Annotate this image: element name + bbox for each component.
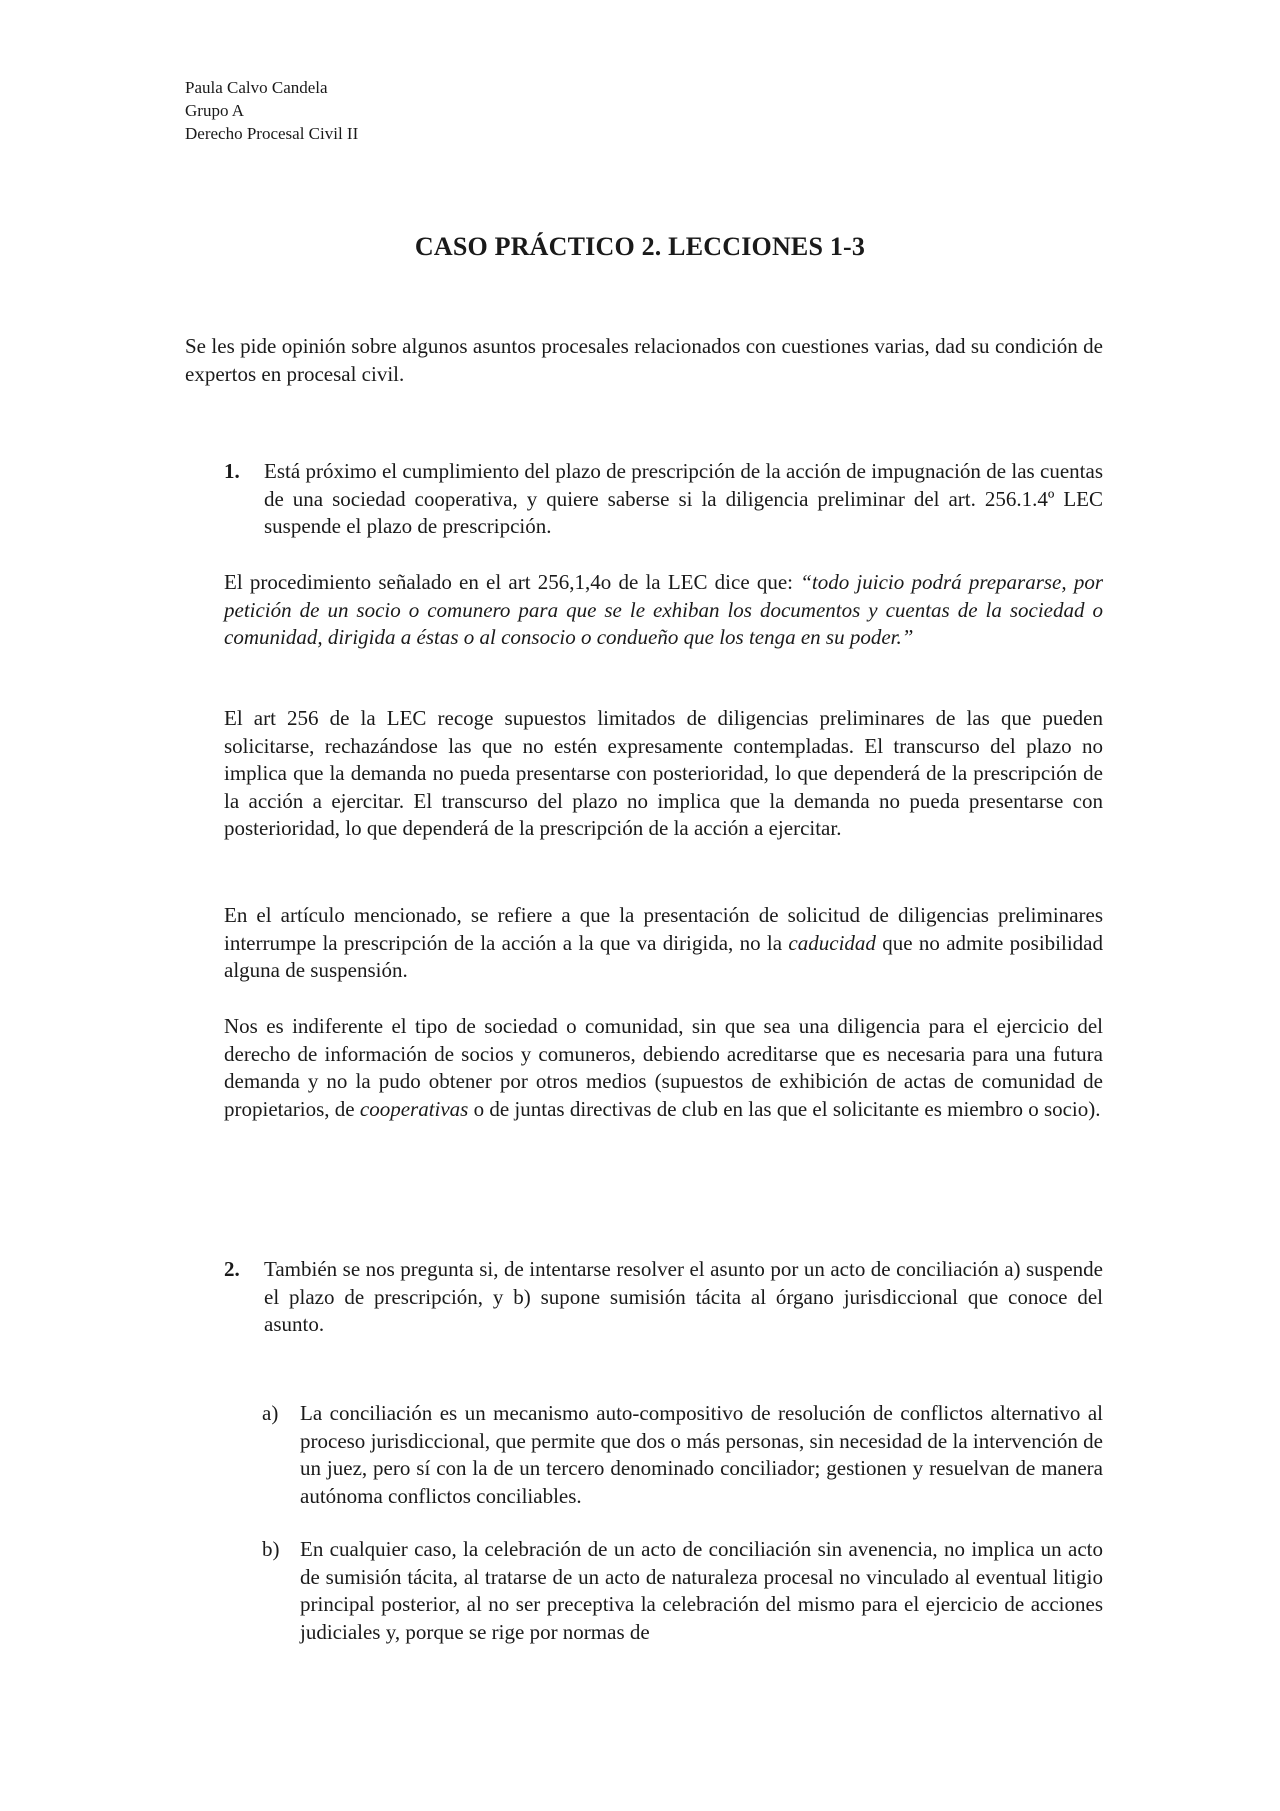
question-1-number: 1. (224, 459, 240, 483)
question-2-text: También se nos pregunta si, de intentarse resolver el asunto por un acto de conciliación a) suspende el plazo de prescripción, y b) supone sumisión tácita al órgano jurisdiccional que conoce del asunto. (264, 1257, 1103, 1336)
answer-1-p3-tail: que no admite posibilidad alguna de suspensión. (224, 930, 1104, 982)
answer-1-p1-quote: “todo juicio podrá prepararse, por petición de un socio o comunero para que se le exhiban los documentos y cuentas de la sociedad o comunidad, dirigida a éstas o al consocio o condueño que los tenga en su poder.” (224, 570, 1103, 649)
question-2 (224, 1256, 1103, 1340)
answer-1-paragraph-4 (224, 1013, 1103, 1123)
answer-1-paragraph-1 (224, 569, 1103, 652)
group-label: Grupo A (185, 101, 245, 120)
answer-2-item-b (262, 1536, 1103, 1648)
question-1 (224, 458, 1103, 542)
answer-1-p4-emphasis: cooperativas (359, 1096, 469, 1121)
question-1-text: Está próximo el cumplimiento del plazo de prescripción de la acción de impugnación de las cuentas de una sociedad cooperativa, y quiere saberse si la diligencia preliminar del art. 256.1.4º LEC suspende el plazo de prescripción. (264, 459, 1103, 538)
answer-2-b-text: En cualquier caso, la celebración de un acto de conciliación sin avenencia, no implica un acto de sumisión tácita, al tratarse de un acto de naturaleza procesal no vinculado al eventual litigio principal posterior, al no ser preceptiva la celebración del mismo para el ejercicio de acciones judiciales y, porque se rige por normas de (300, 1537, 1103, 1644)
answer-1-p3-lead: En el artículo mencionado, se refiere a que la presentación de solicitud de diligencias preliminares interrumpe la prescripción de la acción a la que va dirigida, no la (224, 903, 1103, 955)
answer-1-p4-lead: Nos es indiferente el tipo de sociedad o comunidad, sin que sea una diligencia para el ejercicio del derecho de información de socios y comuneros, debiendo acreditarse que es necesaria para una futura demanda y no la pudo obtener por otros medios (supuestos de exhibición de actas de comunidad de propietarios, de (224, 1014, 1103, 1121)
answer-1-paragraph-3 (224, 902, 1103, 985)
answer-2-item-a (262, 1400, 1103, 1512)
intro-paragraph: Se les pide opinión sobre algunos asuntos procesales relacionados con cuestiones varias, dad su condición de expertos en procesal civil. (185, 334, 1103, 386)
answer-1-p1-lead: El procedimiento señalado en el art 256,1,4o de la LEC dice que: (224, 570, 801, 594)
author-name: Paula Calvo Candela (185, 78, 328, 97)
answer-2-a-text: La conciliación es un mecanismo auto-compositivo de resolución de conflictos alternativo al proceso jurisdiccional, que permite que dos o más personas, sin necesidad de la intervención de un juez, pero sí con la de un tercero denominado conciliador; gestionen y resuelvan de manera autónoma conflictos conciliables. (300, 1401, 1103, 1508)
answer-1-paragraph-2: El art 256 de la LEC recoge supuestos limitados de diligencias preliminares de las que pueden solicitarse, rechazándose las que no estén expresamente contempladas. El transcurso del plazo no implica que la demanda no pueda presentarse con posterioridad, lo que dependerá de la prescripción de la acción a ejercitar. El transcurso del plazo no implica que la demanda no pueda presentarse con posterioridad, lo que dependerá de la prescripción de la acción a ejercitar. (224, 706, 1103, 840)
subject-label: Derecho Procesal Civil II (185, 124, 359, 143)
document-title: CASO PRÁCTICO 2. LECCIONES 1-3 (414, 232, 866, 261)
answer-1-p4-tail: o de juntas directivas de club en las que el solicitante es miembro o socio). (468, 1096, 1101, 1121)
document-header (185, 76, 358, 145)
question-2-number: 2. (224, 1257, 240, 1281)
answer-1-p3-emphasis: caducidad (788, 930, 876, 955)
answer-2-b-label: b) (262, 1537, 280, 1561)
answer-2-a-label: a) (262, 1401, 279, 1425)
